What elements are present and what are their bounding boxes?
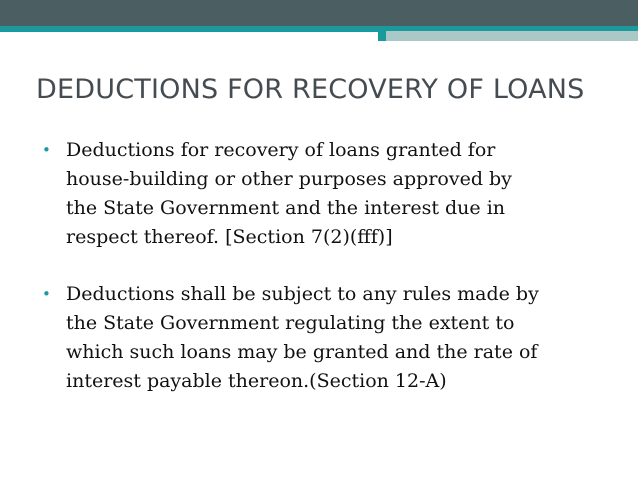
bullet-item-2 xyxy=(42,280,602,396)
bullet-line: house-building or other purposes approved by xyxy=(66,168,512,190)
header-band-dark xyxy=(0,0,638,26)
bullet-line: the State Government regulating the extent to xyxy=(66,312,515,334)
header-band-teal xyxy=(0,26,378,32)
bullet-list xyxy=(42,136,602,396)
bullet-line: the State Government and the interest due in xyxy=(66,197,506,219)
bullet-marker: • xyxy=(42,285,51,303)
bullet-line: Deductions for recovery of loans granted for xyxy=(66,139,496,161)
bullet-item-1 xyxy=(42,136,602,252)
bullet-line: which such loans may be granted and the rate of xyxy=(66,341,538,363)
slide-title: DEDUCTIONS FOR RECOVERY OF LOANS xyxy=(36,74,585,105)
bullet-line: Deductions shall be subject to any rules made by xyxy=(66,283,539,305)
bullet-marker: • xyxy=(42,141,51,159)
header-band xyxy=(0,0,638,41)
bullet-line: respect thereof. [Section 7(2)(fff)] xyxy=(66,226,393,248)
bullet-line: interest payable thereon.(Section 12-A) xyxy=(66,370,447,392)
header-band-tab-light xyxy=(386,31,638,41)
